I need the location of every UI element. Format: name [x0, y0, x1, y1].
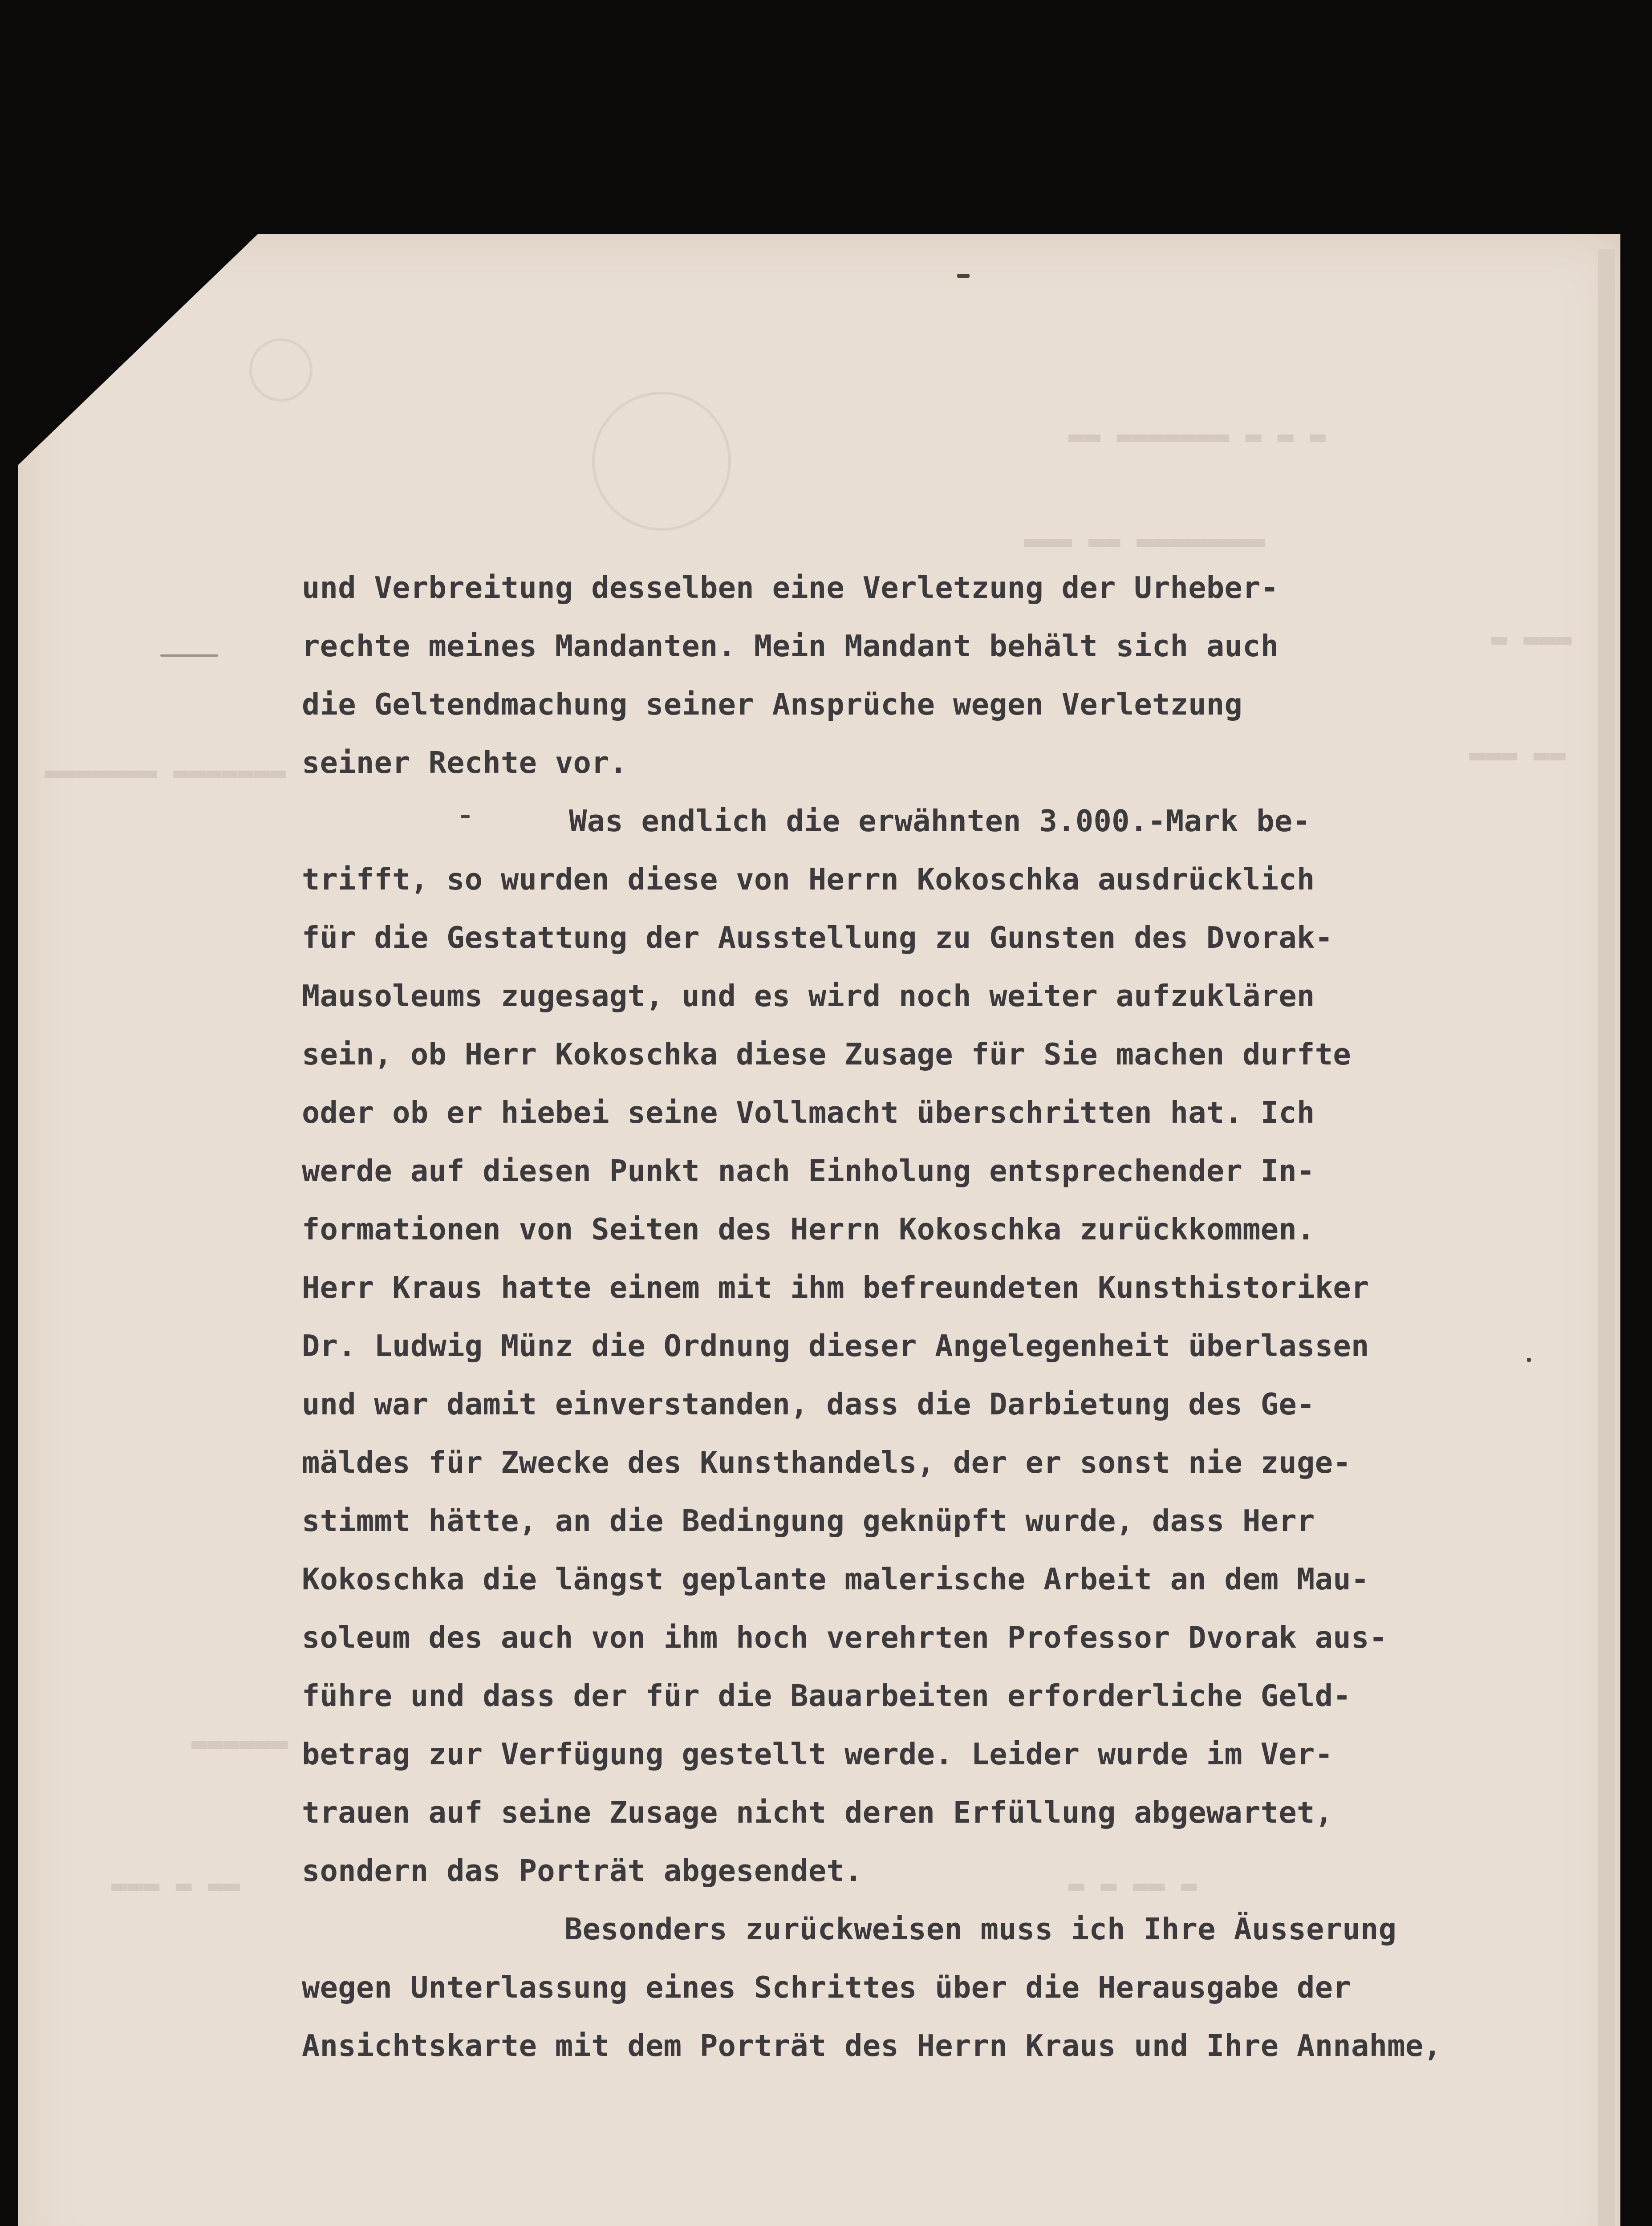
bleed-through-text: ▬ ▬▬▬ — [1491, 623, 1572, 654]
text-line: für die Gestattung der Ausstellung zu Gunsten des Dvorak- — [302, 920, 1333, 955]
text-line: stimmt hätte, an die Bedingung geknüpft wurde, dass Herr — [302, 1503, 1315, 1538]
text-line: betrag zur Verfügung gestellt werde. Leider wurde im Ver- — [302, 1737, 1333, 1771]
bleed-through-text: ▬▬▬ ▬▬ — [1469, 739, 1566, 770]
text-line: Herr Kraus hatte einem mit ihm befreundeten Kunsthistoriker — [302, 1270, 1369, 1305]
text-line: rechte meines Mandanten. Mein Mandant behält sich auch — [302, 629, 1279, 663]
text-line: führe und dass der für die Bauarbeiten erforderliche Geld- — [302, 1678, 1351, 1713]
sheet-edge-right — [1598, 249, 1615, 2226]
text-line: sondern das Porträt abgesendet. — [302, 1853, 863, 1888]
paragraph-start: Besonders zurückweisen muss ich Ihre Äusserung — [564, 1912, 1397, 1946]
text-line: Ansichtskarte mit dem Porträt des Herrn Kraus und Ihre Annahme, — [302, 2028, 1442, 2063]
text-line: und Verbreitung desselben eine Verletzung der Urheber- — [302, 570, 1279, 605]
text-line: wegen Unterlassung eines Schrittes über die Herausgabe der — [302, 1970, 1351, 2005]
text-line: oder ob er hiebei seine Vollmacht überschritten hat. Ich — [302, 1095, 1315, 1130]
text-line: seiner Rechte vor. — [302, 745, 628, 780]
bleed-through-text: ▬▬▬▬▬▬▬ ▬▬▬▬▬▬▬ — [45, 757, 286, 788]
typed-letter-body — [302, 559, 1548, 2075]
text-line: Kokoschka die längst geplante malerische Arbeit an dem Mau- — [302, 1562, 1369, 1596]
text-line: Mausoleums zugesagt, und es wird noch weiter aufzuklären — [302, 979, 1315, 1013]
text-line: sein, ob Herr Kokoschka diese Zusage für Sie machen durfte — [302, 1037, 1351, 1072]
text-line: trifft, so wurden diese von Herrn Kokoschka ausdrücklich — [302, 862, 1315, 897]
text-line: Dr. Ludwig Münz die Ordnung dieser Angelegenheit überlassen — [302, 1328, 1369, 1363]
bleed-through-mark — [249, 338, 313, 402]
bleed-through-text: ▬▬▬ ▬▬ ▬▬▬▬▬▬▬▬ — [1024, 525, 1265, 556]
text-line: und war damit einverstanden, dass die Darbietung des Ge- — [302, 1387, 1315, 1422]
text-line: werde auf diesen Punkt nach Einholung entsprechender In- — [302, 1154, 1315, 1188]
bleed-through-text: ▬▬▬ ▬ ▬▬ — [111, 1870, 240, 1901]
bleed-through-text: ▬ ▬ ▬▬ ▬ — [1068, 1870, 1197, 1901]
text-line: soleum des auch von ihm hoch verehrten Professor Dvorak aus- — [302, 1620, 1388, 1655]
bleed-through-text: ▬▬ ▬▬▬▬▬▬▬ ▬ ▬ ▬ — [1068, 421, 1326, 452]
text-line: die Geltendmachung seiner Ansprüche wegen Verletzung — [302, 687, 1243, 722]
bleed-through-stamp — [592, 392, 731, 531]
bleed-through-text: ▬▬▬▬▬▬ — [191, 1727, 288, 1759]
text-line: mäldes für Zwecke des Kunsthandels, der er sonst nie zuge- — [302, 1445, 1351, 1480]
stray-mark — [957, 274, 970, 278]
text-line: trauen auf seine Zusage nicht deren Erfüllung abgewartet, — [302, 1795, 1333, 1830]
paragraph-start: Was endlich die erwähnten 3.000.-Mark be- — [569, 804, 1311, 838]
stray-mark — [160, 654, 218, 657]
text-line: formationen von Seiten des Herrn Kokoschka zurückkommen. — [302, 1212, 1315, 1247]
